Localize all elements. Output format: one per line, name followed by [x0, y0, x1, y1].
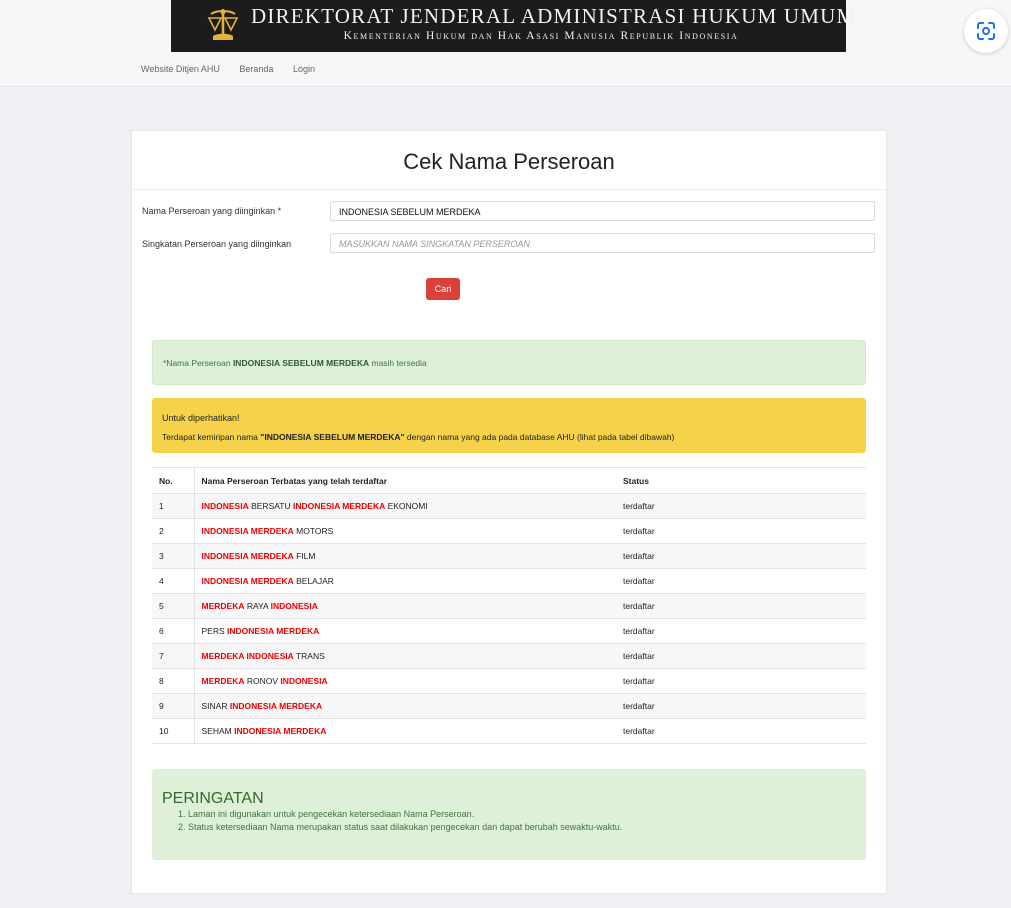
company-name-cell [194, 619, 616, 644]
row-number: 5 [152, 594, 194, 619]
status-cell: terdaftar [616, 669, 866, 694]
availability-alert [152, 340, 866, 385]
row-number: 2 [152, 519, 194, 544]
nav-website-ditjen[interactable]: Website Ditjen AHU [141, 64, 220, 74]
warning-heading: PERINGATAN [162, 790, 264, 807]
search-button[interactable]: Cari [426, 278, 460, 300]
warning-box [152, 769, 866, 860]
table-row [152, 669, 866, 694]
company-name-cell [194, 644, 616, 669]
ministry-emblem-icon [205, 6, 241, 45]
table-row [152, 594, 866, 619]
status-cell: terdaftar [616, 569, 866, 594]
similarity-notice [152, 398, 866, 453]
top-nav [141, 64, 332, 74]
title-divider [132, 189, 886, 190]
status-cell: terdaftar [616, 494, 866, 519]
google-lens-icon [976, 21, 996, 41]
name-text: TRANS [293, 651, 325, 661]
status-cell: terdaftar [616, 719, 866, 744]
row-number: 7 [152, 644, 194, 669]
matched-term: INDONESIA MERDEKA [229, 701, 323, 711]
table-row [152, 719, 866, 744]
matched-term: MERDEKA INDONESIA [201, 651, 294, 661]
availability-text: *Nama Perseroan INDONESIA SEBELUM MERDEKA masih tersedia [163, 358, 427, 368]
registered-companies-table [152, 467, 866, 744]
row-number: 8 [152, 669, 194, 694]
company-name-cell [194, 669, 616, 694]
check-name-card [131, 130, 887, 894]
table-row [152, 644, 866, 669]
matched-term: INDONESIA [280, 676, 328, 686]
company-abbr-input[interactable]: MASUKKAN NAMA SINGKATAN PERSEROAN [330, 233, 875, 253]
matched-term: MERDEKA [201, 676, 245, 686]
table-row [152, 619, 866, 644]
name-text: RONOV [244, 676, 281, 686]
table-row [152, 494, 866, 519]
nav-login[interactable]: Login [292, 64, 315, 74]
page-title: Cek Nama Perseroan [403, 149, 615, 174]
name-text: SEHAM [201, 726, 235, 736]
table-row [152, 544, 866, 569]
matched-term: INDONESIA [270, 601, 318, 611]
company-name-cell [194, 719, 616, 744]
matched-term: INDONESIA MERDEKA [201, 526, 294, 536]
warning-list [162, 808, 622, 834]
table-row [152, 694, 866, 719]
col-header-status: Status [616, 468, 866, 494]
status-cell: terdaftar [616, 694, 866, 719]
table-row [152, 519, 866, 544]
company-name-cell [194, 594, 616, 619]
matched-term: INDONESIA [201, 501, 249, 511]
status-cell: terdaftar [616, 644, 866, 669]
ahu-banner[interactable] [171, 0, 857, 52]
notice-text: Terdapat kemiripan nama "INDONESIA SEBELUM MERDEKA" dengan nama yang ada pada database AHU (lihat pada tabel dibawah) [162, 432, 675, 442]
company-name-cell [194, 569, 616, 594]
company-name-cell [194, 694, 616, 719]
matched-term: MERDEKA [201, 601, 245, 611]
col-header-name: Nama Perseroan Terbatas yang telah terdaftar [194, 468, 616, 494]
row-number: 4 [152, 569, 194, 594]
name-text: BELAJAR [293, 576, 334, 586]
company-abbr-label: Singkatan Perseroan yang diinginkan [142, 239, 292, 249]
row-number: 10 [152, 719, 194, 744]
company-name-cell [194, 494, 616, 519]
table-row [152, 569, 866, 594]
name-text: BERSATU [248, 501, 293, 511]
company-name-input[interactable]: INDONESIA SEBELUM MERDEKA [330, 201, 875, 221]
matched-term: INDONESIA MERDEKA [201, 576, 294, 586]
name-text: RAYA [244, 601, 271, 611]
status-cell: terdaftar [616, 594, 866, 619]
matched-term: INDONESIA MERDEKA [234, 726, 327, 736]
status-cell: terdaftar [616, 544, 866, 569]
name-text: MOTORS [293, 526, 334, 536]
nav-beranda[interactable]: Beranda [239, 64, 274, 74]
banner-title: DIREKTORAT JENDERAL ADMINISTRASI HUKUM UMUM [251, 4, 857, 28]
row-number: 3 [152, 544, 194, 569]
name-text: EKONOMI [385, 501, 428, 511]
row-number: 1 [152, 494, 194, 519]
matched-term: INDONESIA MERDEKA [201, 551, 294, 561]
availability-name: INDONESIA SEBELUM MERDEKA [232, 358, 370, 368]
top-header [0, 0, 1011, 87]
status-cell: terdaftar [616, 619, 866, 644]
name-text: FILM [293, 551, 316, 561]
row-number: 9 [152, 694, 194, 719]
company-name-label: Nama Perseroan yang diinginkan * [142, 206, 282, 216]
name-text: SINAR [201, 701, 230, 711]
banner-subtitle: Kementerian Hukum dan Hak Asasi Manusia Republik Indonesia [343, 30, 739, 42]
name-text: PERS [201, 626, 228, 636]
notice-heading: Untuk diperhatikan! [162, 413, 240, 423]
company-name-cell [194, 544, 616, 569]
lens-search-button[interactable] [964, 9, 1008, 53]
warning-item: 2. Status ketersediaan Nama merupakan status saat dilakukan pengecekan dan dapat berubah sewaktu-waktu. [188, 821, 622, 834]
status-cell: terdaftar [616, 519, 866, 544]
warning-item: 1. Laman ini digunakan untuk pengecekan ketersediaan Nama Perseroan. [188, 808, 622, 821]
matched-term: INDONESIA MERDEKA [227, 626, 320, 636]
matched-term: INDONESIA MERDEKA [292, 501, 386, 511]
company-name-cell [194, 519, 616, 544]
notice-name: "INDONESIA SEBELUM MERDEKA" [260, 432, 405, 442]
row-number: 6 [152, 619, 194, 644]
col-header-no: No. [152, 468, 194, 494]
